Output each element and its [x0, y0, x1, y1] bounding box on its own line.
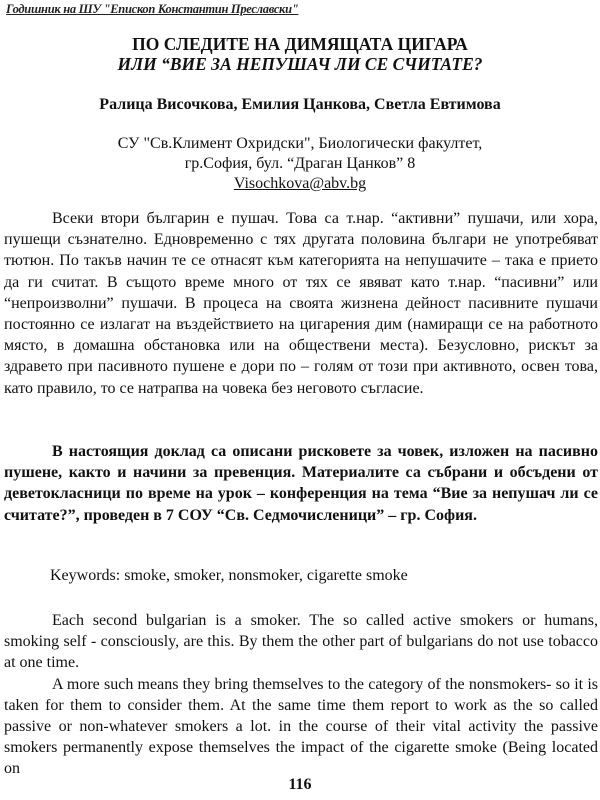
- affiliation-line-1: СУ "Св.Климент Охридски", Биологически факултет,: [117, 135, 483, 152]
- abstract-en: [4, 610, 598, 780]
- title-line-2: ИЛИ “ВИЕ ЗА НЕПУШАЧ ЛИ СЕ СЧИТАТЕ?: [117, 54, 483, 74]
- paragraph: Всеки втори българин е пушач. Това са т.нар. “активни” пушачи, или хора, пушещи съзнателно. Едновременно с тях другата половина българи не употребяват тютюн. По такъв начин те се отнасят към категорията на непушачите – така е прието да ги считат. В същото време много от тях се явяват като т.нар. “пасивни” или “непроизволни” пушачи. В процеса на своята жизнена дейност пасивните пушачи постоянно се излагат на въздействието на цигарения дим (намиращи се на работното място, в домашна обстановка или на обществени места). Безусловно, рискът за здравето при пасивното пушене е дори по – голям от този при активното, освен това, като правило, то се натрапва на човека без неговото съгласие.: [4, 210, 598, 397]
- affiliation-line-2: гр.София, бул. “Драган Цанков” 8: [184, 155, 416, 172]
- paragraph: В настоящия доклад са описани рисковете за човек, изложен на пасивно пушене, както и начини за превенция. Материалите са събрани и обсъдени от деветокласници по време на урок – конференция на тема “Вие за непушач ли се считате?”, проведен в 7 СОУ “Св. Седмочисленици” – гр. София.: [4, 443, 598, 524]
- title-line-1: ПО СЛЕДИТЕ НА ДИМЯЩАТА ЦИГАРА: [132, 34, 468, 54]
- abstract-bg-paragraph-1: [4, 208, 598, 399]
- paper-title: [0, 34, 600, 74]
- abstract-bg-paragraph-2: [4, 441, 598, 526]
- page-number: 116: [288, 776, 312, 793]
- email-link[interactable]: Visochkova@abv.bg: [233, 175, 367, 192]
- running-header: Годишник на ШУ "Епископ Константин Преславски": [6, 2, 299, 16]
- paragraph: A more such means they bring themselves to the category of the nonsmokers- so it is taken for them to consider them. At the same time them report to work as the so called passive or non-whatever smokers a lot. in the course of their vital activity the passive smokers permanently expose themselves the impact of the cigarette smoke (Being located on: [4, 675, 598, 778]
- keywords: Keywords: smoke, smoker, nonsmoker, cigarette smoke: [50, 567, 408, 584]
- authors: Ралица Височкова, Емилия Цанкова, Светла Евтимова: [99, 96, 501, 113]
- affiliation: [0, 134, 600, 194]
- paragraph: Each second bulgarian is a smoker. The so called active smokers or humans, smoking self - consciously, are this. By them the other part of bulgarians do not use tobacco at one time.: [4, 612, 598, 672]
